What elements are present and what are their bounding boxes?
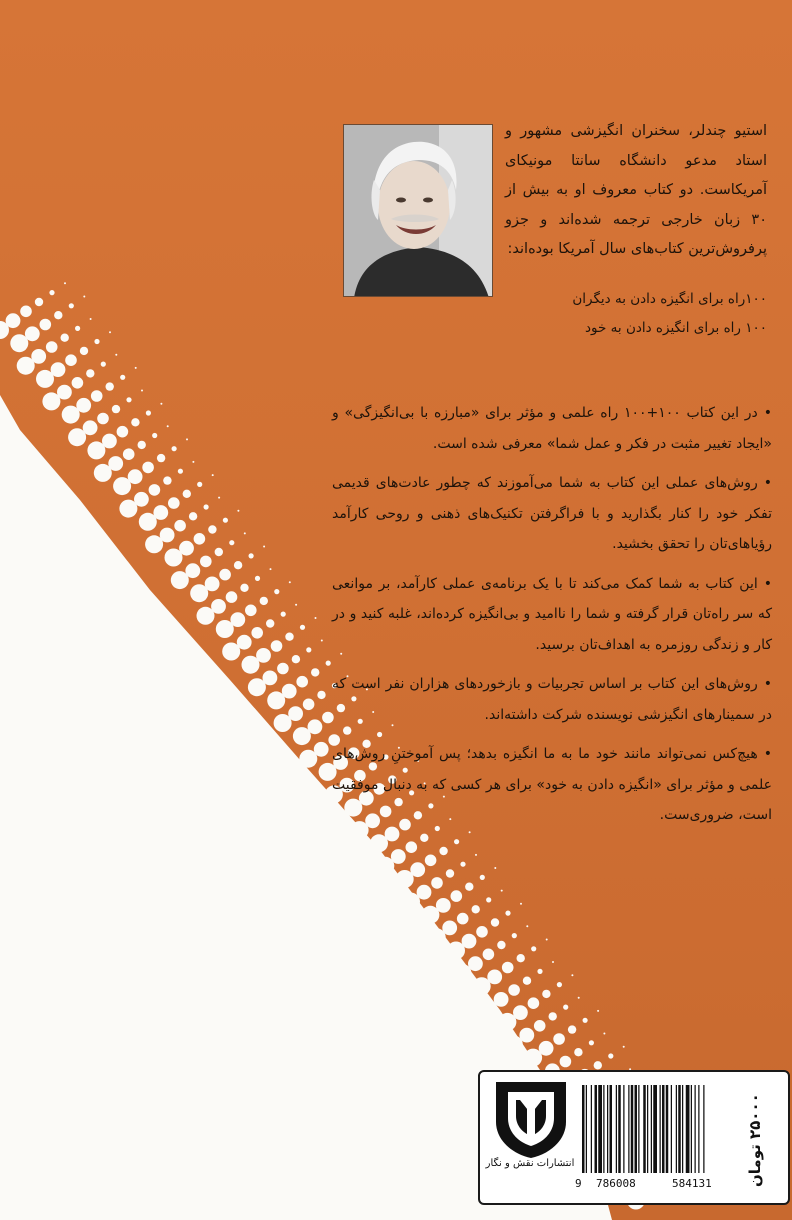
halftone-dot [263, 546, 265, 548]
halftone-dot [486, 897, 491, 902]
halftone-dot [425, 855, 437, 867]
halftone-dot [160, 528, 175, 543]
halftone-dot [244, 532, 246, 534]
halftone-dot [295, 604, 297, 606]
halftone-dot [487, 970, 502, 985]
bullet-dot: • [763, 676, 772, 692]
halftone-dot [25, 326, 40, 341]
halftone-dot [494, 992, 509, 1007]
halftone-dot [597, 1010, 599, 1012]
halftone-dot [117, 426, 129, 438]
halftone-dot [192, 461, 194, 463]
barcode-bar [582, 1085, 585, 1173]
halftone-dot [83, 420, 98, 435]
halftone-dot [157, 454, 165, 462]
isbn-barcode [580, 1085, 738, 1173]
halftone-dot [123, 448, 135, 460]
halftone-dot [240, 584, 248, 592]
halftone-dot [513, 1005, 528, 1020]
bullet-dot: • [763, 746, 772, 762]
halftone-dot [308, 719, 323, 734]
halftone-dot [215, 548, 223, 556]
halftone-dot [174, 520, 186, 532]
list-item-text: هیچ‌کس نمی‌تواند مانند خود ما به ما انگیزه بدهد؛ پس آموختنِ روش‌های علمی و مؤثر برای «انگیزه دادن به خود» برای هر کسی که به دنبال موفقیت است، ضروری‌ست. [332, 746, 772, 823]
halftone-dot [292, 655, 300, 663]
halftone-dot [531, 946, 536, 951]
halftone-dot [442, 921, 457, 936]
halftone-dot [54, 311, 62, 319]
halftone-dot [436, 898, 451, 913]
halftone-dot [520, 903, 522, 905]
halftone-dot [218, 497, 220, 499]
halftone-dot [152, 433, 157, 438]
halftone-dot [200, 556, 212, 568]
bullet-dot: • [763, 405, 772, 421]
halftone-dot [109, 331, 111, 333]
list-item [332, 739, 772, 831]
halftone-dot [480, 875, 485, 880]
barcode-bar [662, 1085, 665, 1173]
author-bio: استیو چندلر، سخنران انگیزشی مشهور و استاد مدعو دانشگاه سانتا مونیکای آمریکاست. دو کتاب معروف او به بیش از ۳۰ زبان خارجی ترجمه شده‌اند و جزو پرفروش‌ترین کتاب‌های سال آمریکا بوده‌اند: [505, 123, 767, 257]
list-item-text: روش‌های این کتاب بر اساس تجربیات و بازخوردهای هزاران نفر است که در سمینارهای انگیزشی نویسنده شرکت داشته‌اند. [332, 676, 772, 723]
halftone-dot [83, 296, 85, 298]
barcode-bar [643, 1085, 646, 1173]
halftone-dot [296, 676, 308, 688]
barcode-bar [628, 1085, 629, 1173]
halftone-dot [183, 490, 191, 498]
barcode-bar [682, 1085, 683, 1173]
halftone-dot [277, 663, 289, 675]
halftone-dot [90, 318, 92, 320]
halftone-dot [528, 997, 540, 1009]
halftone-dot [494, 867, 496, 869]
halftone-dot [138, 441, 146, 449]
halftone-dot [135, 367, 137, 369]
halftone-dot [141, 390, 143, 392]
halftone-dot [51, 362, 66, 377]
halftone-dot [512, 933, 517, 938]
barcode-bar [603, 1085, 604, 1173]
halftone-dot [523, 977, 531, 985]
halftone-dot [168, 497, 180, 509]
halftone-dot [311, 668, 319, 676]
halftone-dot [189, 512, 197, 520]
halftone-dot [497, 941, 505, 949]
halftone-dot [94, 339, 99, 344]
barcode-bar [610, 1085, 613, 1173]
halftone-dot [303, 699, 315, 711]
halftone-dot [237, 635, 252, 650]
halftone-dot [306, 647, 311, 652]
halftone-dot [163, 476, 171, 484]
halftone-dot [539, 1041, 554, 1056]
barcode-bar [671, 1085, 672, 1173]
halftone-dot [491, 918, 499, 926]
halftone-dot [197, 482, 202, 487]
list-item-text: در این کتاب ۱۰۰+۱۰۰ راه علمی و مؤثر برای «مبارزه با بی‌انگیزگی» و «ایجاد تغییر مثبت در فکر و عمل شما» معرفی شده است. [332, 405, 772, 452]
halftone-dot [502, 962, 514, 974]
barcode-bar [631, 1085, 634, 1173]
barcode-bar [635, 1085, 638, 1173]
book-title-2: ۱۰۰ راه برای انگیزه دادن به خود [585, 320, 767, 336]
book-title-1: ۱۰۰راه برای انگیزه دادن به دیگران [572, 291, 767, 307]
halftone-dot [40, 319, 52, 331]
halftone-dot [108, 456, 123, 471]
halftone-dot [446, 869, 454, 877]
halftone-dot [76, 398, 91, 413]
publisher-logo-icon [490, 1078, 572, 1160]
halftone-dot [589, 1040, 594, 1045]
halftone-dot [537, 969, 542, 974]
barcode-bar [660, 1085, 661, 1173]
halftone-dot [468, 956, 483, 971]
halftone-dot [505, 911, 510, 916]
halftone-dot [326, 661, 331, 666]
halftone-dot [317, 691, 325, 699]
halftone-dot [578, 997, 580, 999]
halftone-dot [194, 533, 206, 545]
barcode-bar [703, 1085, 704, 1173]
halftone-dot [60, 334, 68, 342]
halftone-dot [223, 518, 228, 523]
barcode-bar [653, 1085, 657, 1173]
halftone-dot [483, 949, 495, 961]
halftone-dot [519, 1028, 534, 1043]
halftone-dot [560, 1056, 572, 1068]
barcode-bar [686, 1085, 690, 1173]
halftone-dot [271, 640, 283, 652]
halftone-dot [86, 369, 94, 377]
halftone-dot [49, 290, 54, 295]
halftone-dot [314, 742, 329, 757]
halftone-dot [594, 1061, 602, 1069]
halftone-dot [583, 1018, 588, 1023]
halftone-dot [64, 282, 66, 284]
halftone-dot [508, 984, 520, 996]
barcode-bar [598, 1085, 602, 1173]
list-item [332, 569, 772, 661]
barcode-bar [666, 1085, 669, 1173]
halftone-dot [553, 1033, 565, 1045]
halftone-dot [552, 961, 554, 963]
halftone-dot [185, 563, 200, 578]
halftone-dot [255, 576, 260, 581]
halftone-dot [219, 569, 231, 581]
publisher-name: انتشارات نقش و نگار [485, 1158, 575, 1169]
halftone-dot [289, 581, 291, 583]
halftone-dot [542, 990, 550, 998]
halftone-dot [410, 862, 425, 877]
halftone-dot [300, 625, 305, 630]
halftone-dot [128, 469, 143, 484]
halftone-dot [212, 474, 214, 476]
barcode-bar [695, 1085, 696, 1173]
halftone-dot [6, 313, 21, 328]
halftone-dot [285, 633, 293, 641]
halftone-dot [563, 1005, 568, 1010]
author-photo [343, 124, 493, 297]
list-item-text: این کتاب به شما کمک می‌کند تا با یک برنامه‌ی عملی کارآمد، بر موانعی که سر راه‌تان قرار گرفته و شما را ناامید و بی‌انگیزه کرده‌اند، غلبه کنید و در کار و زندگی روزمره به اهداف‌تان برسید. [332, 575, 772, 653]
halftone-dot [234, 561, 242, 569]
barcode-bar [651, 1085, 652, 1173]
halftone-dot [475, 854, 477, 856]
halftone-dot [80, 347, 88, 355]
halftone-dot [35, 298, 43, 306]
halftone-dot [131, 418, 139, 426]
halftone-dot [454, 839, 459, 844]
halftone-dot [501, 890, 503, 892]
halftone-dot [256, 648, 271, 663]
feature-list [332, 398, 772, 840]
halftone-dot [31, 349, 46, 364]
halftone-dot [112, 405, 120, 413]
halftone-dot [608, 1053, 613, 1058]
halftone-dot [266, 619, 274, 627]
barcode-bar [618, 1085, 621, 1173]
barcode-bar [616, 1085, 617, 1173]
halftone-dot [457, 913, 469, 925]
halftone-dot [451, 890, 463, 902]
halftone-dot [263, 671, 278, 686]
isbn-digits-middle: 786008 [596, 1177, 636, 1190]
halftone-dot [101, 362, 106, 367]
barcode-bar [607, 1085, 608, 1173]
halftone-dot [142, 462, 154, 474]
halftone-dot [462, 934, 477, 949]
halftone-dot [476, 926, 488, 938]
halftone-dot [237, 510, 239, 512]
halftone-dot [574, 1048, 582, 1056]
halftone-dot [75, 326, 80, 331]
halftone-dot [260, 597, 268, 605]
halftone-dot [178, 469, 183, 474]
halftone-dot [417, 885, 432, 900]
halftone-dot [134, 492, 149, 507]
halftone-dot [282, 684, 297, 699]
halftone-dot [603, 1033, 605, 1035]
halftone-dot [153, 505, 168, 520]
price-label: ۲۵۰۰۰ تومان [746, 1093, 764, 1187]
halftone-dot [321, 640, 323, 642]
barcode-bar [647, 1085, 648, 1173]
halftone-dot [571, 974, 573, 976]
barcode-bar [591, 1085, 592, 1173]
halftone-dot [534, 1020, 546, 1032]
halftone-dot [623, 1046, 625, 1048]
halftone-dot [106, 382, 114, 390]
halftone-dot [431, 877, 443, 889]
halftone-dot [186, 438, 188, 440]
halftone-dot [406, 841, 418, 853]
barcode-bar [691, 1085, 692, 1173]
list-item-text: روش‌های عملی این کتاب به شما می‌آموزند که چطور عادت‌های قدیمی تفکر خود را کنار بگذارید و با فراگرفتن تکنیک‌های ذهنی و روحی کارآمد رؤیاهای‌تان را تحقق بخشید. [332, 475, 772, 552]
halftone-dot [167, 425, 169, 427]
halftone-dot [172, 446, 177, 451]
halftone-dot [315, 617, 317, 619]
halftone-dot [472, 905, 480, 913]
halftone-dot [126, 397, 131, 402]
halftone-dot [69, 303, 74, 308]
halftone-dot [549, 1012, 557, 1020]
halftone-dot [568, 1025, 576, 1033]
halftone-dot [460, 862, 465, 867]
bullet-dot: • [763, 475, 772, 491]
barcode-bar [623, 1085, 624, 1173]
halftone-dot [115, 354, 117, 356]
halftone-dot [120, 375, 125, 380]
halftone-dot [270, 568, 272, 570]
halftone-dot [57, 385, 72, 400]
halftone-dot [65, 354, 77, 366]
isbn-digit-first: 9 [575, 1177, 582, 1190]
halftone-dot [288, 706, 303, 721]
bullet-dot: • [763, 575, 772, 592]
halftone-dot [465, 883, 473, 891]
list-item [332, 669, 772, 730]
halftone-dot [205, 577, 220, 592]
barcode-bar [676, 1085, 677, 1173]
halftone-dot [439, 847, 447, 855]
halftone-dot [72, 377, 84, 389]
halftone-dot [91, 390, 103, 402]
isbn-digits-last: 584131 [672, 1177, 712, 1190]
barcode-bar [586, 1085, 587, 1173]
halftone-dot [230, 612, 245, 627]
halftone-dot [208, 525, 216, 533]
halftone-dot [20, 306, 32, 318]
halftone-dot [391, 849, 406, 864]
halftone-dot [160, 403, 162, 405]
halftone-dot [546, 939, 548, 941]
halftone-dot [204, 504, 209, 509]
halftone-dot [97, 413, 109, 425]
halftone-dot [46, 341, 58, 353]
halftone-dot [149, 484, 161, 496]
halftone-dot [557, 982, 562, 987]
list-item [332, 398, 772, 459]
halftone-dot [274, 589, 279, 594]
halftone-dot [245, 605, 257, 617]
halftone-dot [211, 599, 226, 614]
halftone-dot [281, 612, 286, 617]
halftone-dot [146, 410, 151, 415]
halftone-dot [249, 553, 254, 558]
halftone-dot [229, 540, 234, 545]
halftone-dot [251, 627, 263, 639]
barcode-bar [698, 1085, 699, 1173]
barcode-bar [678, 1085, 681, 1173]
halftone-dot [526, 925, 528, 927]
list-item [332, 468, 772, 560]
barcode-bar [595, 1085, 598, 1173]
halftone-dot [102, 434, 117, 449]
halftone-dot [179, 541, 194, 556]
halftone-dot [226, 591, 238, 603]
book-titles [505, 285, 767, 343]
halftone-dot [517, 954, 525, 962]
barcode-bar [638, 1085, 639, 1173]
